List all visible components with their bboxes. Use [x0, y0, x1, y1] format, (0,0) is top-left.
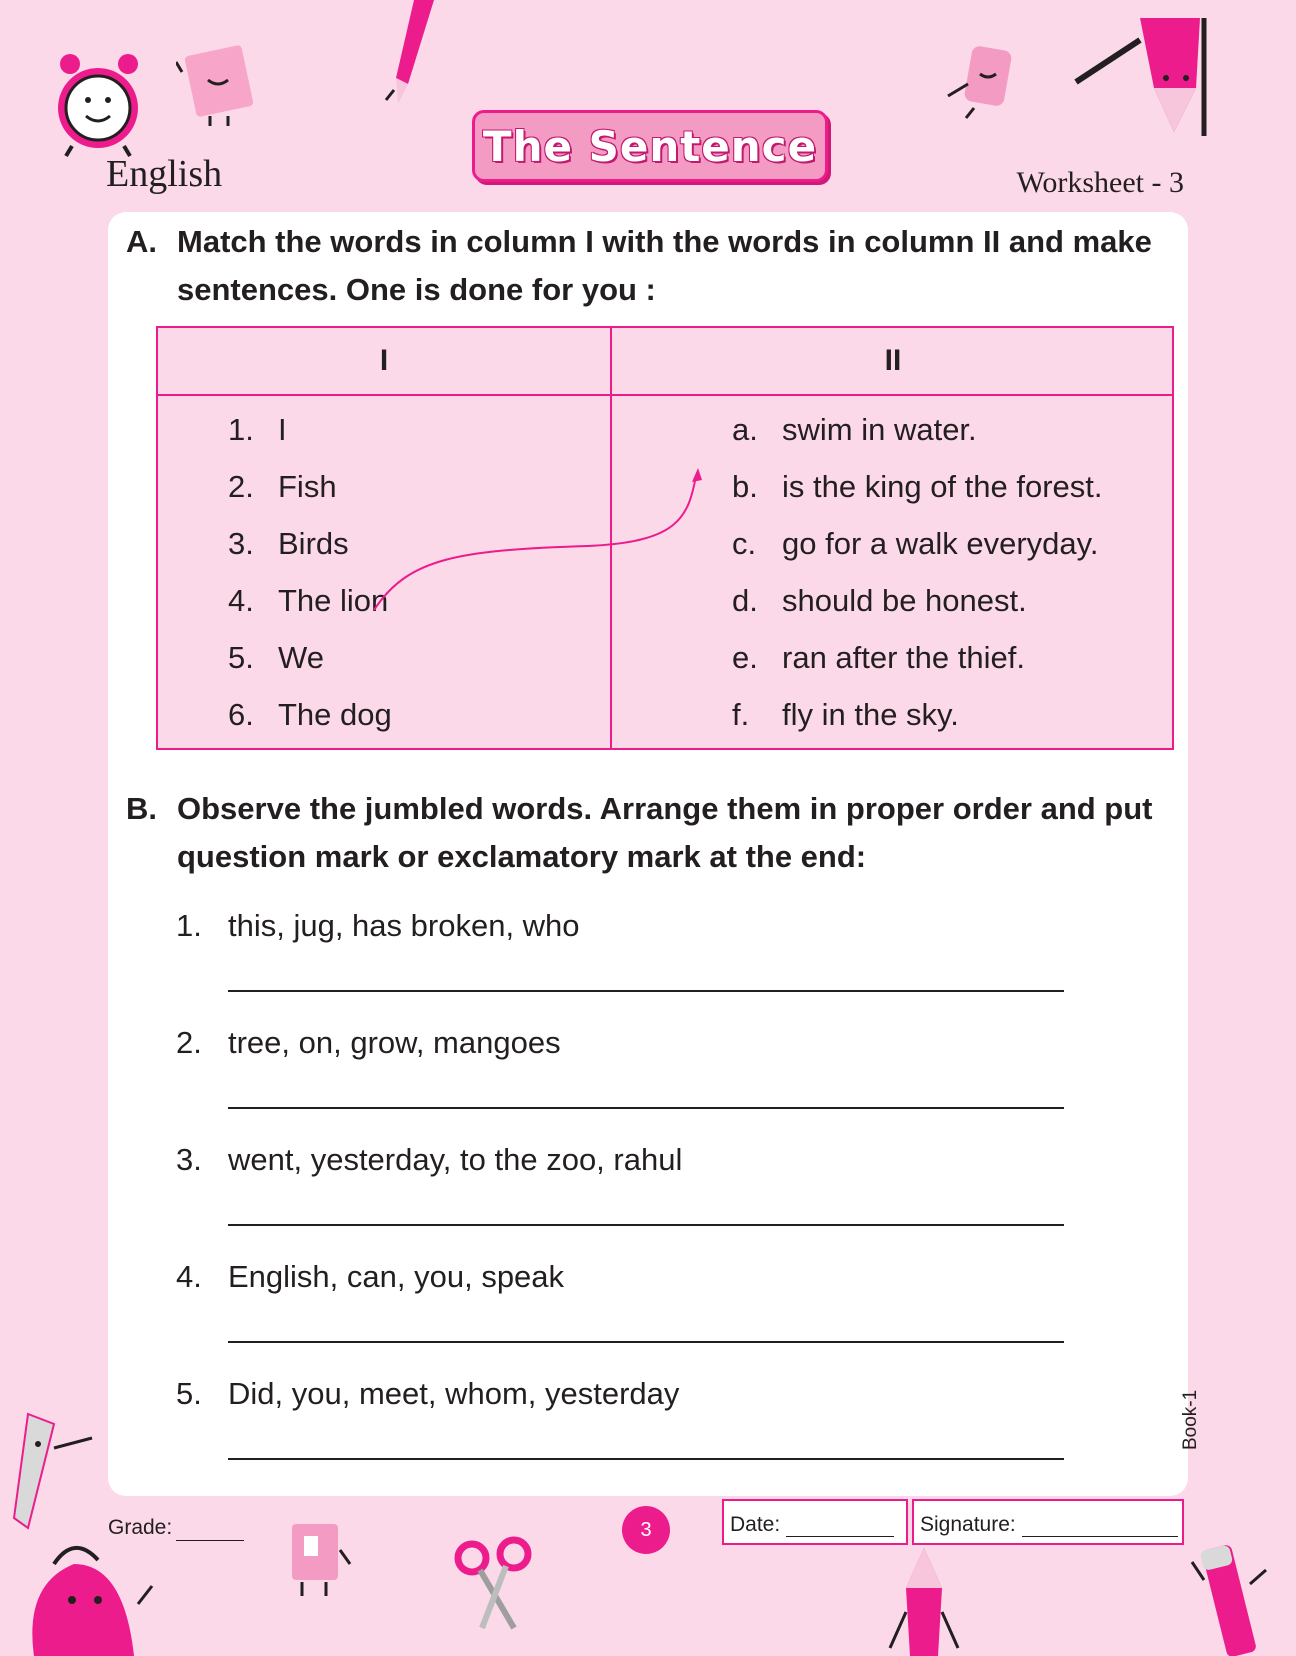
title-banner: [472, 110, 828, 182]
column-ii-item: e. ran after the thief.: [732, 640, 1025, 675]
pencil-character-icon: [1070, 8, 1220, 138]
page-title: The Sentence: [482, 121, 818, 171]
jumbled-item: 2. tree, on, grow, mangoes: [176, 1025, 561, 1060]
answer-line[interactable]: [228, 990, 1064, 992]
column-ii-item: f. fly in the sky.: [732, 697, 959, 732]
page-number-badge: 3: [626, 1510, 666, 1550]
jumbled-item: 4. English, can, you, speak: [176, 1259, 565, 1294]
pencil-icon: [384, 0, 444, 110]
column-i-item: 1. I: [228, 412, 287, 447]
date-box[interactable]: Date:: [722, 1499, 908, 1545]
column-ii-item: b. is the king of the forest.: [732, 469, 1103, 504]
matching-arrow: [158, 328, 1172, 748]
match-table: [156, 326, 1174, 750]
answer-line[interactable]: [228, 1107, 1064, 1109]
school-bag-icon: [14, 1524, 154, 1656]
section-a-letter: A.: [126, 224, 157, 259]
grade-field: Grade:: [108, 1516, 244, 1541]
worksheet-label: Worksheet - 3: [1016, 166, 1184, 199]
section-b-letter: B.: [126, 791, 157, 826]
crayon-icon: [884, 1548, 964, 1656]
answer-line[interactable]: [228, 1341, 1064, 1343]
jumbled-item: 1. this, jug, has broken, who: [176, 908, 580, 943]
ruler-icon: [8, 1408, 98, 1538]
sharpener-icon: [282, 1520, 352, 1600]
eraser-icon: [944, 44, 1024, 120]
notepad-icon: [176, 44, 266, 128]
alarm-clock-icon: [52, 40, 152, 160]
column-header-ii: II: [612, 328, 1174, 396]
book-label: Book-1: [1180, 1389, 1201, 1450]
column-i-item: 5. We: [228, 640, 324, 675]
subject-label: English: [106, 153, 223, 195]
date-blank[interactable]: [786, 1512, 894, 1537]
column-i-item: 6. The dog: [228, 697, 392, 732]
section-b-instruction: Observe the jumbled words. Arrange them in proper order and put question mark or exclamatory mark at the end:: [177, 791, 1153, 874]
jumbled-item: 5. Did, you, meet, whom, yesterday: [176, 1376, 680, 1411]
answer-line[interactable]: [228, 1458, 1064, 1460]
column-header-i: I: [158, 328, 610, 396]
grade-blank[interactable]: [176, 1516, 244, 1541]
column-ii-item: d. should be honest.: [732, 583, 1027, 618]
column-i-item: 4. The lion: [228, 583, 389, 618]
signature-box[interactable]: Signature:: [912, 1499, 1184, 1545]
section-a-instruction: Match the words in column I with the words in column II and make sentences. One is done for you :: [177, 224, 1152, 307]
pen-icon: [1190, 1540, 1270, 1656]
column-i-item: 2. Fish: [228, 469, 337, 504]
answer-line[interactable]: [228, 1224, 1064, 1226]
column-i-item: 3. Birds: [228, 526, 349, 561]
scissors-icon: [454, 1536, 534, 1632]
signature-blank[interactable]: [1022, 1512, 1178, 1537]
column-ii-item: a. swim in water.: [732, 412, 977, 447]
jumbled-item: 3. went, yesterday, to the zoo, rahul: [176, 1142, 683, 1177]
column-ii-item: c. go for a walk everyday.: [732, 526, 1099, 561]
